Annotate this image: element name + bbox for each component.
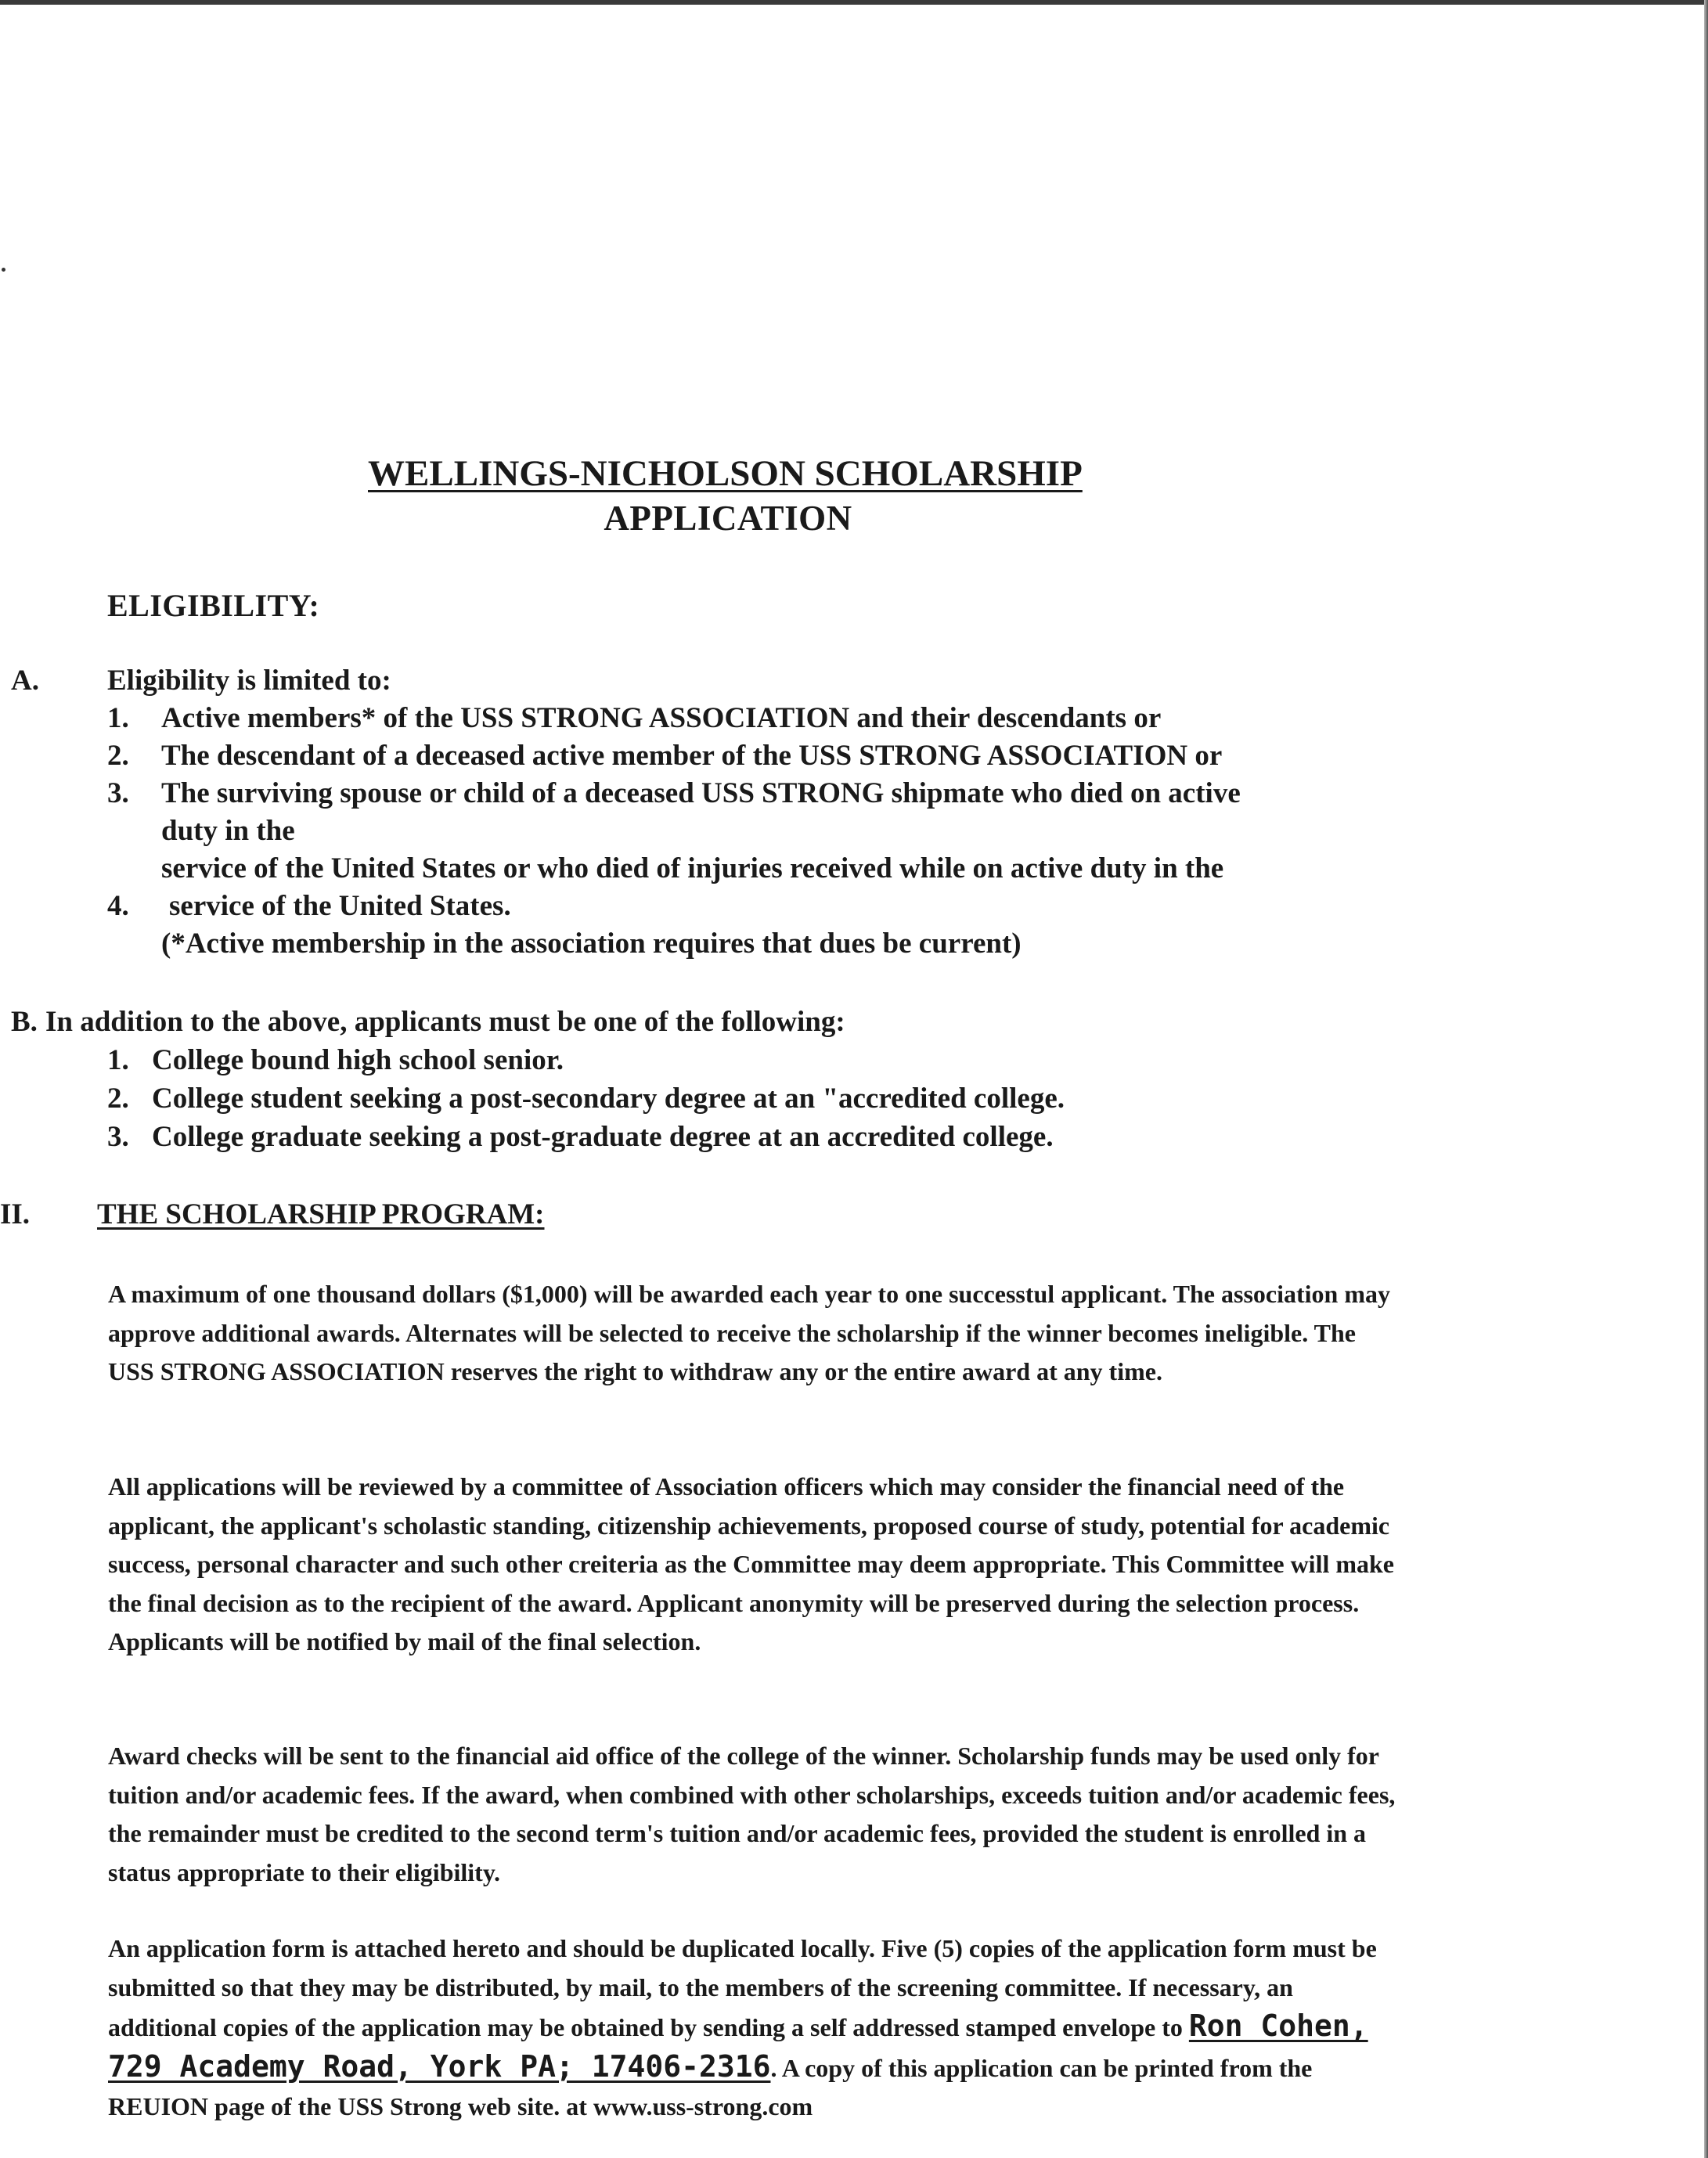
list-item-text: College bound high school senior.: [152, 1044, 564, 1076]
scan-speck: [2, 268, 5, 272]
list-item-text: College graduate seeking a post-graduate degree at an accredited college.: [152, 1121, 1054, 1153]
list-item-number: 3.: [107, 1121, 129, 1153]
list-item-number: 2.: [107, 1083, 129, 1115]
paragraph: All applications will be reviewed by a committee of Association officers which may consider the financial need of the applicant, the applicant's scholastic standing, citizenship achievements, proposed course of study, potential for academic success, personal character and such other creiteria as the Committee may deem appropriate. This Committee will make the final decision as to the recipient of the award. Applicant anonymity will be preserved during the selection process. Applicants will be notified by mail of the final selection.: [108, 1472, 1394, 1655]
list-item-text: The surviving spouse or child of a deceased USS STRONG shipmate who died on active: [161, 777, 1241, 809]
section-a-intro: Eligibility is limited to:: [107, 665, 391, 697]
section-b-marker: B.: [11, 1006, 38, 1038]
section-ii-heading: THE SCHOLARSHIP PROGRAM:: [97, 1198, 545, 1230]
paragraph-application-instructions: [108, 1929, 1400, 2127]
list-item-number: 1.: [107, 1044, 129, 1076]
list-item-text: service of the United States.: [169, 890, 511, 922]
document-subtitle: APPLICATION: [604, 499, 852, 538]
section-a-marker: A.: [11, 665, 39, 697]
mailing-address: Ron Cohen, 729 Academy Road, York PA; 17406-2316: [108, 2008, 1368, 2084]
scan-border-right: [1704, 0, 1708, 2158]
list-item-number: 1.: [107, 702, 129, 734]
list-item-text: The descendant of a deceased active member of the USS STRONG ASSOCIATION or: [161, 740, 1223, 772]
list-item-continuation: service of the United States or who died of injuries received while on active duty in the: [161, 852, 1224, 884]
list-item-continuation: duty in the: [161, 815, 295, 847]
section-b-intro: In addition to the above, applicants must be one of the following:: [45, 1006, 845, 1038]
membership-note: (*Active membership in the association requires that dues be current): [161, 928, 1022, 960]
paragraph: A maximum of one thousand dollars ($1,000) will be awarded each year to one successtul applicant. The association may approve additional awards. Alternates will be selected to receive the scholarship if the winner becomes ineligible. The USS STRONG ASSOCIATION reserves the right to withdraw any or the entire award at any time.: [108, 1280, 1390, 1385]
paragraph-text: An application form is attached hereto and should be duplicated locally. Five (5) copies of the application form must be submitted so that they may be distributed, by mail, to the members of the screening committee. If necessary, an additional copies of the application may be obtained by sending a self addressed stamped envelope to: [108, 1934, 1377, 2041]
paragraph: Award checks will be sent to the financial aid office of the college of the winner. Scholarship funds may be used only for tuition and/or academic fees. If the award, when combined with other scholarships, exceeds tuition and/or academic fees, the remainder must be credited to the second term's tuition and/or academic fees, provided the student is enrolled in a status appropriate to their eligibility.: [108, 1742, 1396, 1886]
list-item-number: 2.: [107, 740, 129, 772]
list-item-number: 3.: [107, 777, 129, 809]
list-item-number: 4.: [107, 890, 129, 922]
list-item-text: College student seeking a post-secondary degree at an "accredited college.: [152, 1083, 1065, 1115]
scan-border-top: [0, 0, 1708, 5]
eligibility-heading: ELIGIBILITY:: [107, 588, 320, 623]
paragraph-text: . A copy of this application can be printed from the REUION page of the USS Strong web site. at www.uss-strong.com: [108, 2053, 1313, 2120]
document-title: WELLINGS-NICHOLSON SCHOLARSHIP: [368, 453, 1083, 494]
section-ii-marker: II.: [0, 1198, 31, 1230]
list-item-text: Active members* of the USS STRONG ASSOCIATION and their descendants or: [161, 702, 1162, 734]
